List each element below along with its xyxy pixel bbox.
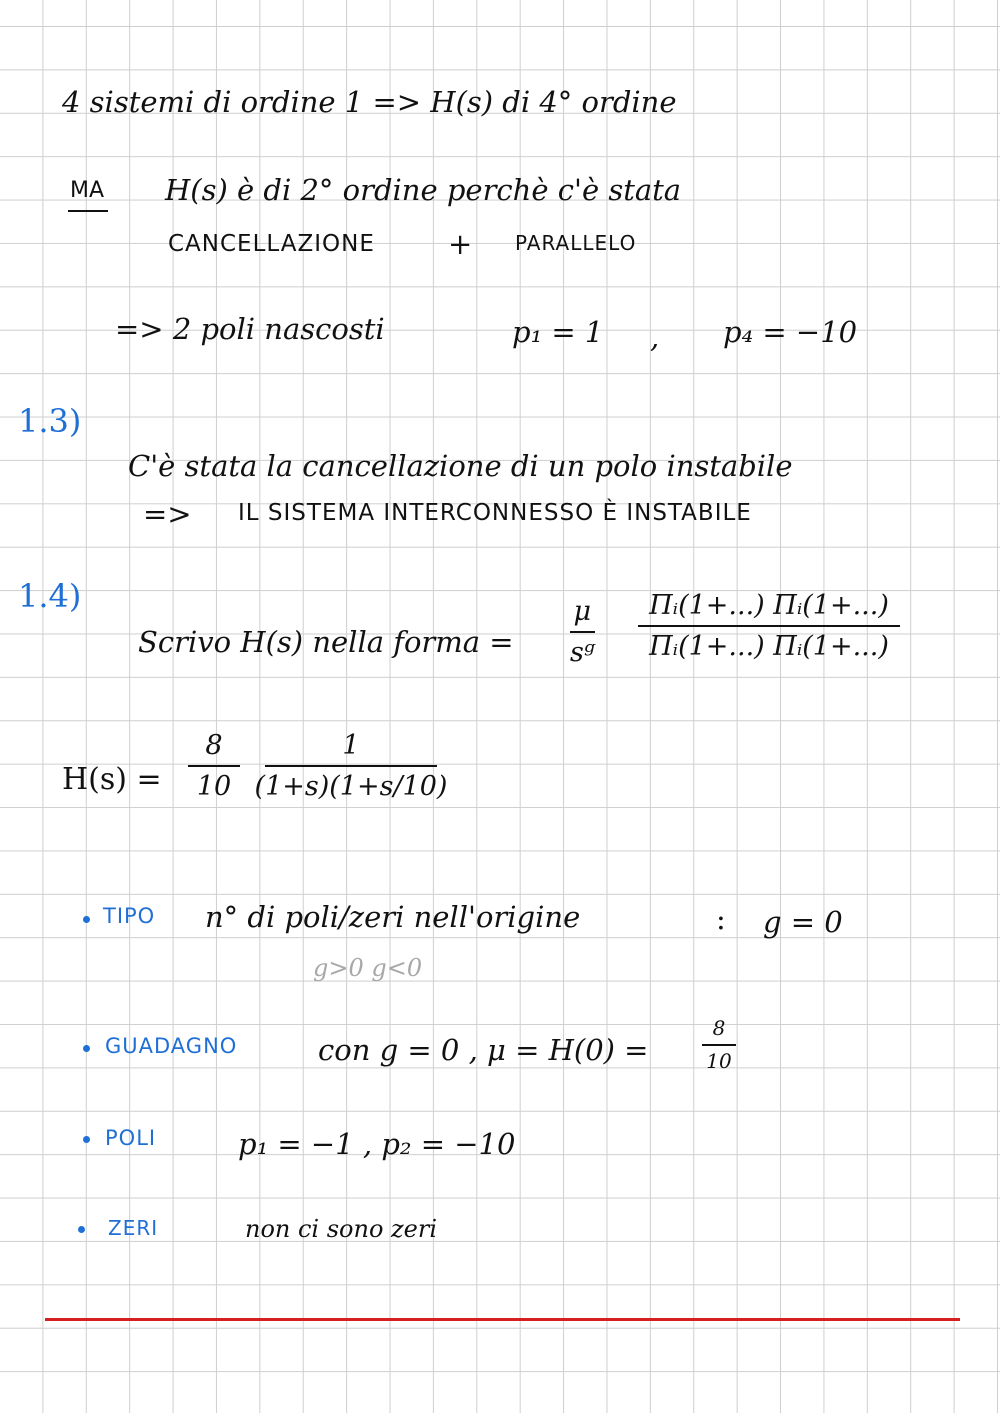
bullet-dot [83,1136,90,1143]
zeri-text: non ci sono zeri [245,1215,438,1243]
tipo-value: g = 0 [763,905,843,939]
ma-text: H(s) è di 2° ordine perchè c'è stata [165,173,682,207]
general-form-numerator: Πᵢ(1+...) Πᵢ(1+...) [649,590,889,621]
mu-numerator: μ [573,596,592,627]
s13-line2: IL SISTEMA INTERCONNESSO È INSTABILE [238,500,752,526]
poles-denominator: (1+s)(1+s/10) [254,771,448,803]
gain-numerator: 8 [205,730,223,761]
mu-over-sg-fraction [570,596,595,668]
bullet-dot [78,1226,85,1233]
guadagno-denominator: 10 [706,1049,732,1073]
tipo-colon: : [716,902,726,936]
poles-numerator: 1 [342,730,360,761]
line-system-order: 4 sistemi di ordine 1 => H(s) di 4° ordine [62,85,677,119]
hidden-pole-4: p₄ = −10 [723,315,858,349]
poli-label: POLI [105,1126,157,1150]
hidden-comma: , [650,320,660,354]
poli-text: p₁ = −1 , p₂ = −10 [238,1127,516,1161]
guadagno-text: con g = 0 , μ = H(0) = [318,1033,649,1067]
section-1-3-label: 1.3) [18,402,82,440]
ma-underline [68,210,108,212]
s13-line1: C'è stata la cancellazione di un polo instabile [128,449,793,483]
section-1-4-label: 1.4) [18,577,82,615]
hidden-pole-1: p₁ = 1 [512,315,604,349]
plus-sign: + [448,227,473,261]
gain-fraction [188,730,240,802]
fraction-bar [570,631,595,633]
fraction-bar [188,765,240,767]
fraction-bar [265,765,437,767]
section-divider [45,1318,960,1321]
parallelo-text: PARALLELO [515,231,637,255]
hidden-poles-text: => 2 poli nascosti [115,312,385,346]
hs-lhs: H(s) = [62,762,162,797]
tipo-label: TIPO [103,904,156,928]
s13-arrow: => [143,497,192,531]
s14-intro: Scrivo H(s) nella forma = [138,625,514,659]
guadagno-fraction [702,1017,736,1073]
general-form-denominator: Πᵢ(1+...) Πᵢ(1+...) [649,631,889,663]
general-form-fraction [638,590,900,662]
tipo-text: n° di poli/zeri nell'origine [205,900,581,934]
cancellazione-text: CANCELLAZIONE [168,231,375,257]
bullet-dot [83,916,90,923]
guadagno-numerator: 8 [712,1016,726,1040]
bullet-dot [83,1045,90,1052]
fraction-bar [638,625,900,627]
sg-denominator: sᵍ [570,637,595,669]
tipo-note: g>0 g<0 [313,954,423,982]
gain-denominator: 10 [196,771,232,803]
ma-label: MA [70,178,105,203]
zeri-label: ZERI [108,1216,159,1240]
guadagno-label: GUADAGNO [105,1034,238,1058]
fraction-bar [702,1044,736,1046]
poles-fraction [254,730,448,803]
